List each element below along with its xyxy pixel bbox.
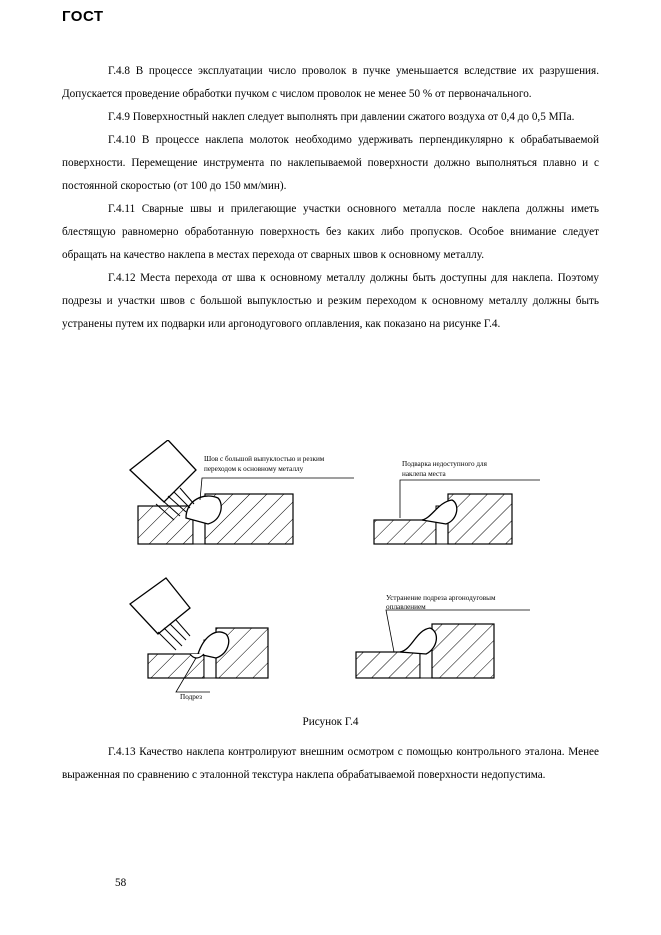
paragraph-g-4-11: Г.4.11 Сварные швы и прилегающие участки основного металла после наклепа должны иметь блестящую равномерно обработанную поверхность без каких либо пропусков. Особое внимание следует обращать на качество наклепа в местах перехода от сварных швов к основному металлу. (62, 203, 599, 261)
label-build-up-line1: Подварка недоступного для (402, 460, 487, 468)
body-text-bottom (62, 741, 599, 787)
document-header: ГОСТ (62, 8, 104, 25)
paragraph-g-4-10: Г.4.10 В процессе наклепа молоток необходимо удерживать перпендикулярно к обрабатываемой поверхности. Перемещение инструмента по наклепываемой поверхности должно выполняться плавно и с постоянной скоростью (от 100 до 150 мм/мин). (62, 134, 599, 192)
paragraph-g-4-12: Г.4.12 Места перехода от шва к основному металлу должны быть доступны для наклепа. Поэтому подрезы и участки швов с большой выпуклостью и резким переходом к основному металлу должны быть устранены путем их подварки или аргонодугового оплавления, как показано на рисунке Г.4. (62, 272, 599, 330)
page-number: 58 (115, 877, 127, 889)
body-text-top (62, 60, 599, 336)
label-build-up-line2: наклепа места (402, 470, 446, 478)
figure-g-4 (100, 440, 560, 710)
figure-drawing (100, 440, 560, 710)
label-convex-weld-line1: Шов с большой выпуклостью и резким (204, 455, 325, 463)
sketch-argon-remelting (356, 594, 530, 678)
label-argon-remelting-line1: Устранение подреза аргонодуговым (386, 594, 496, 602)
sketch-build-up (374, 460, 540, 544)
paragraph-g-4-8: Г.4.8 В процессе эксплуатации число проволок в пучке уменьшается вследствие их разрушения. Допускается проведение обработки пучком с числом проволок не менее 50 % от первоначального. (62, 65, 599, 100)
sketch-convex-weld (130, 440, 354, 544)
label-undercut: Подрез (180, 693, 202, 701)
sketch-undercut (130, 578, 268, 701)
paragraph-g-4-13: Г.4.13 Качество наклепа контролируют внешним осмотром с помощью контрольного эталона. Менее выраженная по сравнению с эталонной текстура наклепа обрабатываемой поверхности недопустима. (62, 746, 599, 781)
figure-caption: Рисунок Г.4 (302, 716, 359, 728)
label-argon-remelting-line2: оплавлением (386, 603, 426, 611)
paragraph-g-4-9: Г.4.9 Поверхностный наклеп следует выполнять при давлении сжатого воздуха от 0,4 до 0,5 МПа. (108, 111, 575, 123)
label-convex-weld-line2: переходом к основному металлу (204, 465, 304, 473)
